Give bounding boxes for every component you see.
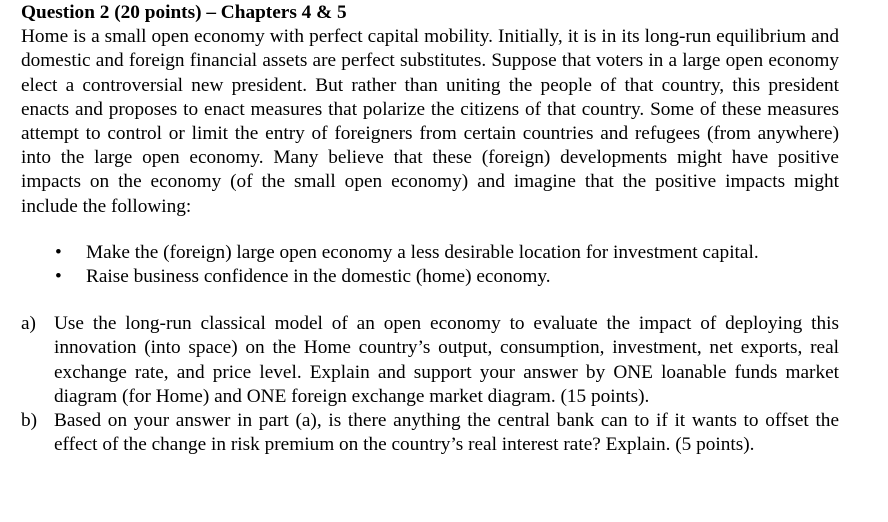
bullet-text: Raise business confidence in the domestic (home) economy. — [86, 266, 551, 288]
bullet-marker: • — [55, 266, 62, 288]
part-a-marker: a) — [21, 313, 36, 335]
bullet-item — [21, 241, 839, 265]
question-parts-list — [21, 312, 839, 457]
question-intro: Home is a small open economy with perfect capital mobility. Initially, it is in its long-run equilibrium and domestic and foreign financial assets are perfect substitutes. Suppose that voters in a large open economy elect a controversial new president. But rather than uniting the people of that country, this president enacts and proposes to enact measures that polarize the citizens of that country. Some of these measures attempt to control or limit the entry of foreigners from certain countries and refugees (from anywhere) into the large open economy. Many believe that these (foreign) developments might have positive impacts on the economy (of the small open economy) and imagine that the positive impacts might include the following: — [21, 26, 839, 217]
question-title: Question 2 (20 points) – Chapters 4 & 5 — [21, 2, 347, 23]
part-b-text: Based on your answer in part (a), is there anything the central bank can to if it wants to offset the effect of the change in risk premium on the country’s real interest rate? Explain. (5 points). — [54, 410, 839, 456]
part-a-text: Use the long-run classical model of an open economy to evaluate the impact of deploying this innovation (into space) on the Home country’s output, consumption, investment, net exports, real exchange rate, and price level. Explain and support your answer by ONE loanable funds market diagram (for Home) and ONE foreign exchange market diagram. (15 points). — [54, 313, 839, 407]
part-b — [21, 409, 839, 457]
bullet-item — [21, 265, 839, 289]
bullet-marker: • — [55, 241, 62, 263]
bullet-text: Make the (foreign) large open economy a less desirable location for investment capital. — [86, 241, 759, 263]
part-a — [21, 312, 839, 409]
question-document — [21, 1, 839, 457]
part-b-marker: b) — [21, 410, 38, 432]
impact-bullet-list — [21, 241, 839, 289]
